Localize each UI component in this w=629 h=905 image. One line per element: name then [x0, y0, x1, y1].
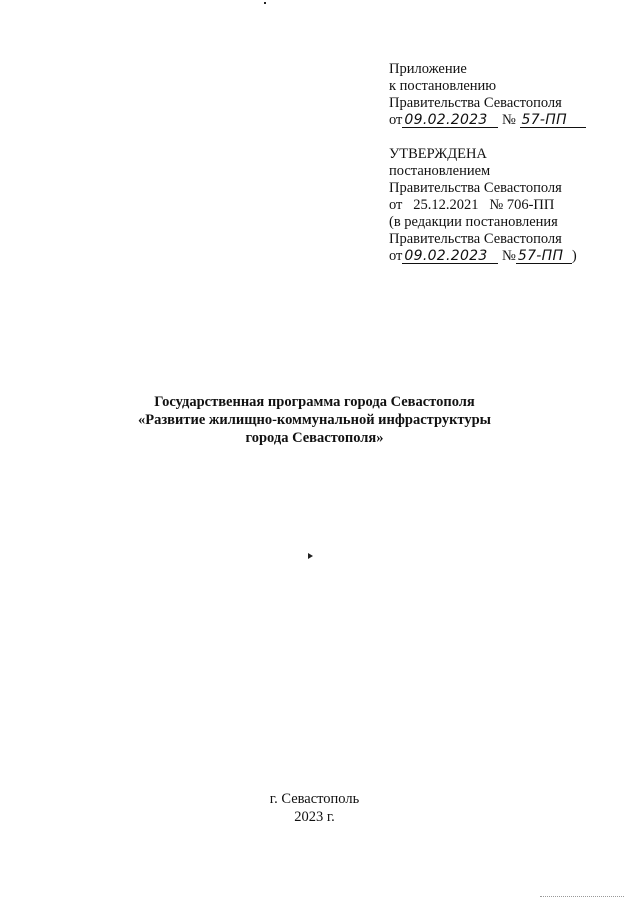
- footer-year: 2023 г.: [294, 809, 335, 825]
- appendix-resolution-ref: к постановлению: [389, 78, 497, 94]
- scan-edge-line: [540, 896, 624, 897]
- program-title-line-1: Государственная программа города Севастополя: [154, 394, 475, 410]
- appendix-government: Правительства Севастополя: [389, 95, 562, 111]
- scan-mark: [308, 553, 313, 559]
- approved-amendment-note: (в редакции постановления: [389, 214, 558, 230]
- footer-city: г. Севастополь: [269, 791, 360, 807]
- approved-amendment-government: Правительства Севастополя: [389, 231, 562, 247]
- appendix-label: Приложение: [389, 61, 467, 77]
- approved-date-handwritten: 09.02.2023: [402, 249, 498, 264]
- appendix-date-number-line: [389, 112, 619, 129]
- program-title-line-3: города Севастополя»: [245, 430, 384, 446]
- approved-amendment-date-number-line: [389, 248, 619, 265]
- program-title-line-2: «Развитие жилищно-коммунальной инфраструктуры: [137, 412, 492, 428]
- appendix-header: [389, 61, 619, 129]
- approved-original-date-number: от 25.12.2021 № 706-ПП: [389, 197, 555, 213]
- appendix-number-handwritten: 57-ПП: [520, 113, 586, 128]
- approved-number-handwritten: 57-ПП: [516, 249, 572, 264]
- approved-resolution: постановлением: [389, 163, 491, 179]
- program-title: [0, 393, 629, 447]
- approved-government: Правительства Севастополя: [389, 180, 562, 196]
- scan-speck: [264, 2, 266, 4]
- approved-closing-paren: ): [571, 248, 577, 264]
- approved-number-prefix: №: [502, 248, 516, 264]
- document-footer: [0, 790, 629, 826]
- appendix-date-prefix: от: [389, 112, 403, 128]
- approved-date-prefix: от: [389, 248, 403, 264]
- appendix-date-handwritten: 09.02.2023: [402, 113, 498, 128]
- approval-header: [389, 146, 619, 265]
- approved-label: УТВЕРЖДЕНА: [389, 146, 487, 162]
- appendix-number-prefix: №: [502, 112, 516, 128]
